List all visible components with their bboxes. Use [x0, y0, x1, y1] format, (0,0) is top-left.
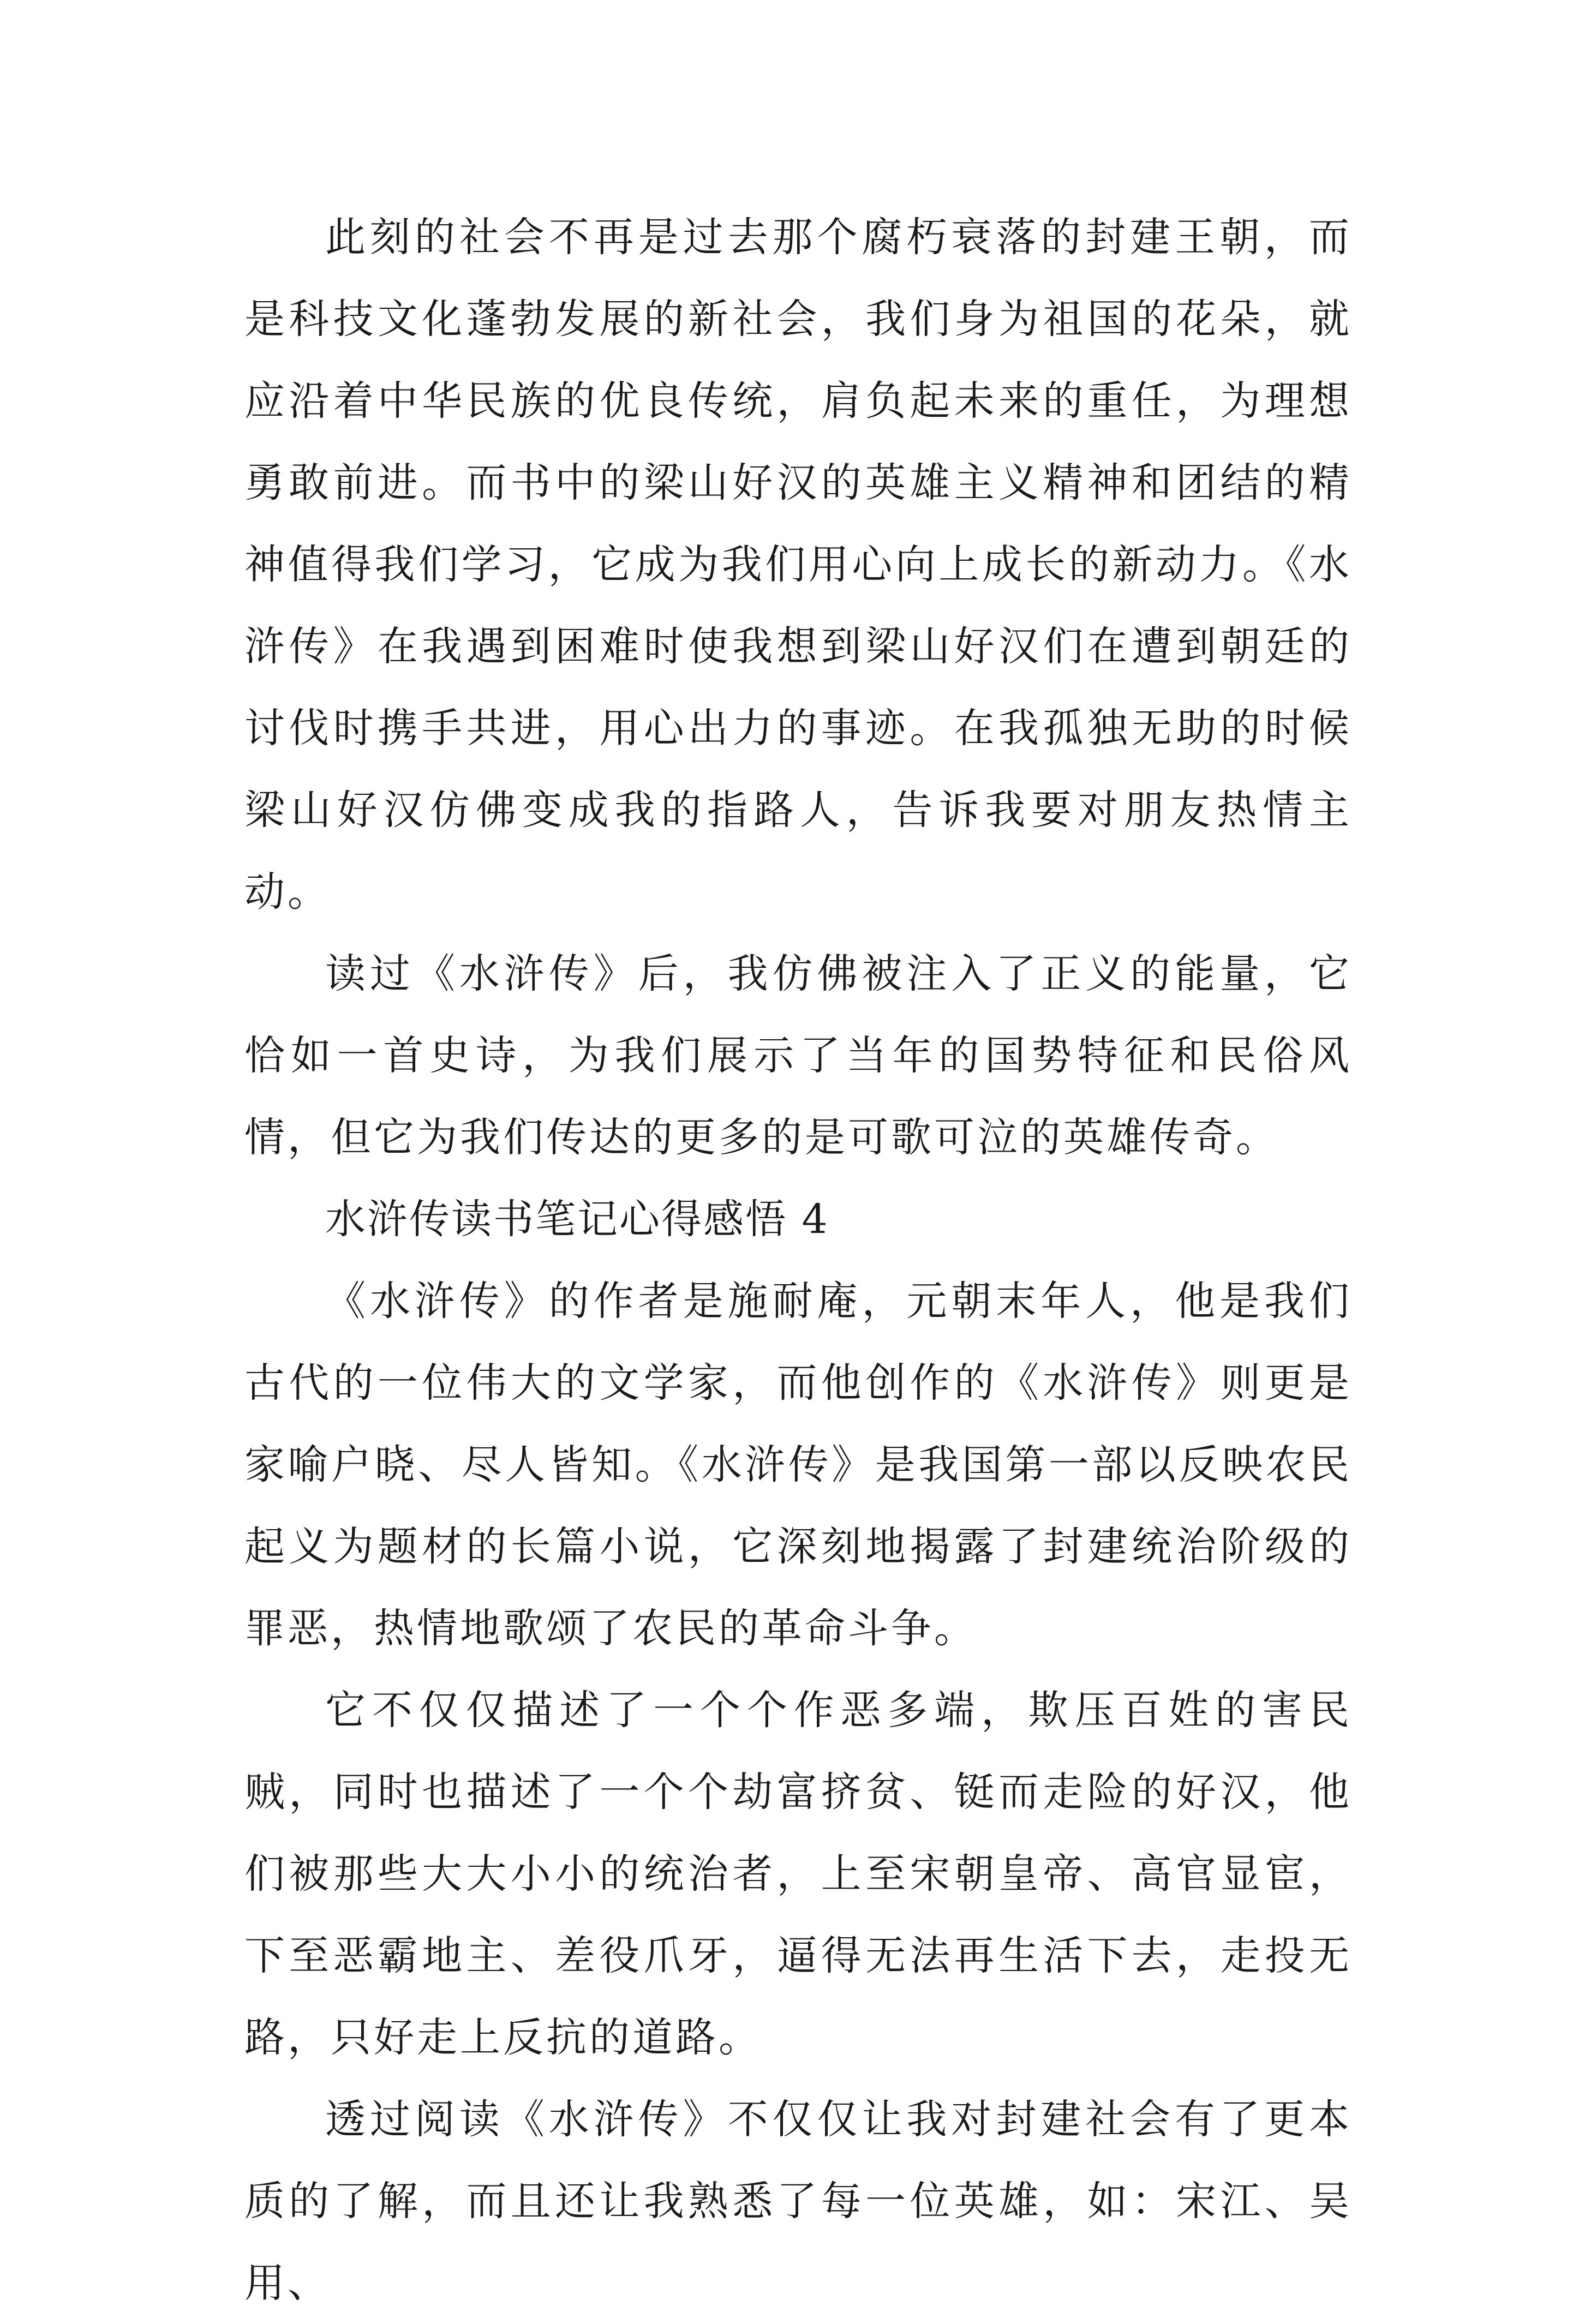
- document-body: [244, 196, 1352, 2324]
- paragraph-after-reading: 读过《水浒传》后，我仿佛被注入了正义的能量，它恰如一首史诗，为我们展示了当年的国势特征和民俗风情，但它为我们传达的更多的是可歌可泣的英雄传奇。: [244, 950, 1352, 1161]
- paragraph-society: 此刻的社会不再是过去那个腐朽衰落的封建王朝，而是科技文化蓬勃发展的新社会，我们身为祖国的花朵，就应沿着中华民族的优良传统，肩负起未来的重任，为理想勇敢前进。而书中的梁山好汉的英雄主义精神和团结的精神值得我们学习，它成为我们用心向上成长的新动力。《水浒传》在我遇到困难时使我想到梁山好汉们在遭到朝廷的讨伐时携手共进，用心出力的事迹。在我孤独无助的时候梁山好汉仿佛变成我的指路人，告诉我要对朋友热情主动。: [244, 214, 1352, 915]
- paragraph-author: 《水浒传》的作者是施耐庵，元朝末年人，他是我们古代的一位伟大的文学家，而他创作的《水浒传》则更是家喻户晓、尽人皆知。《水浒传》是我国第一部以反映农民起义为题材的长篇小说，它深刻地揭露了封建统治阶级的罪恶，热情地歌颂了农民的革命斗争。: [244, 1278, 1352, 1652]
- section-heading: 水浒传读书笔记心得感悟 4: [325, 1196, 829, 1243]
- paragraph-description: 它不仅仅描述了一个个作恶多端，欺压百姓的害民贼，同时也描述了一个个劫富挤贫、铤而走险的好汉，他们被那些大大小小的统治者，上至宋朝皇帝、高官显宦，下至恶霸地主、差役爪牙，逼得无法再生活下去，走投无路，只好走上反抗的道路。: [244, 1687, 1352, 2061]
- paragraph-reading-insight: 透过阅读《水浒传》不仅仅让我对封建社会有了更本质的了解，而且还让我熟悉了每一位英雄，如：宋江、吴用、: [244, 2096, 1352, 2307]
